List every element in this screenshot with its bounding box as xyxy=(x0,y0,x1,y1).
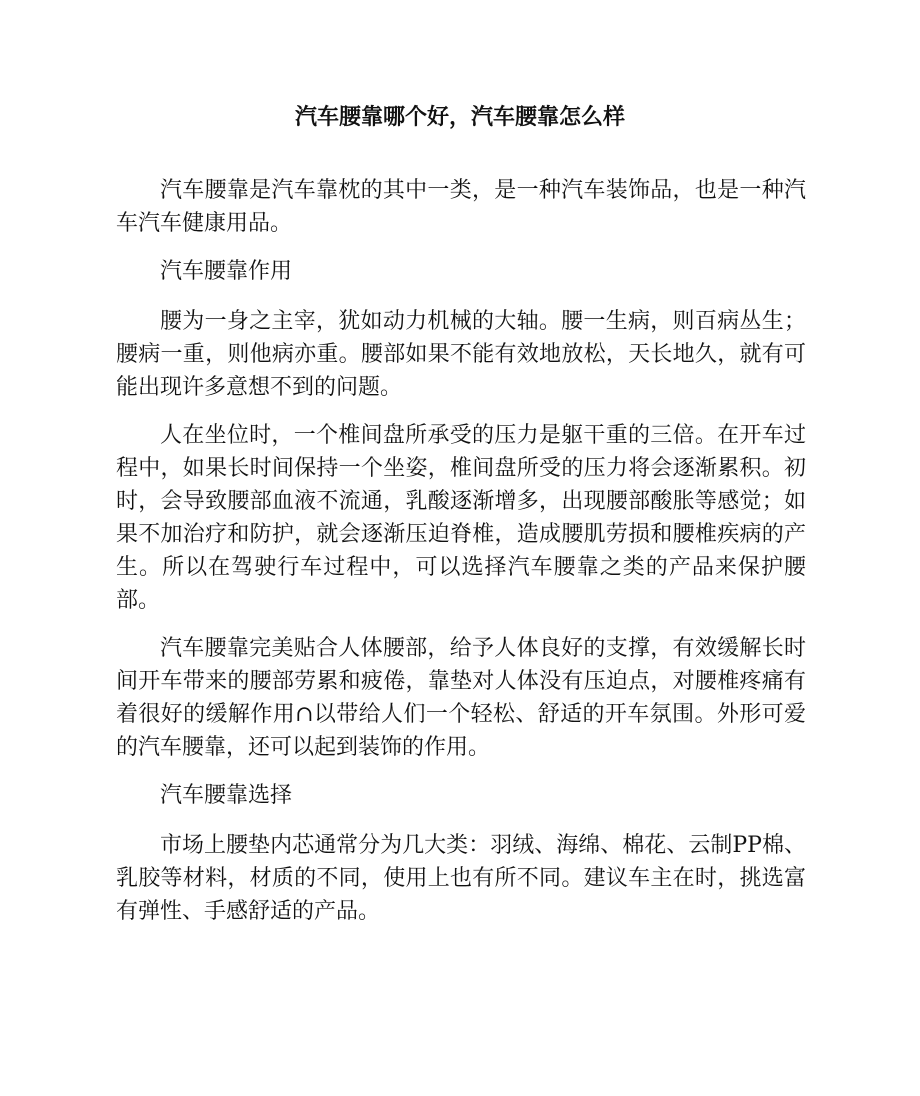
paragraph-intro: 汽车腰靠是汽车靠枕的其中一类，是一种汽车装饰品，也是一种汽车汽车健康用品。 xyxy=(116,178,806,236)
paragraph-spine-pressure: 人在坐位时，一个椎间盘所承受的压力是躯干重的三倍。在开车过程中，如果长时间保持一个坐姿，椎间盘所受的压力将会逐渐累积。初时，会导致腰部血液不流通，乳酸逐渐增多，出现腰部酸胀等感觉；如果不加治疗和防护，就会逐渐压迫脊椎，造成腰肌劳损和腰椎疾病的产生。所以在驾驶行车过程中，可以选择汽车腰靠之类的产品来保护腰部。 xyxy=(116,423,806,613)
section-heading-selection: 汽车腰靠选择 xyxy=(160,783,293,808)
document-body xyxy=(116,174,806,943)
paragraph-waist-importance: 腰为一身之主宰，犹如动力机械的大轴。腰一生病，则百病丛生；腰病一重，则他病亦重。腰部如果不能有效地放松，天长地久，就有可能出现许多意想不到的问题。 xyxy=(116,309,806,400)
paragraph-materials: 市场上腰垫内芯通常分为几大类：羽绒、海绵、棉花、云制PP棉、乳胶等材料，材质的不同，使用上也有所不同。建议车主在时，挑选富有弹性、手感舒适的产品。 xyxy=(116,833,806,924)
paragraph-benefits: 汽车腰靠完美贴合人体腰部，给予人体良好的支撑，有效缓解长时间开车带来的腰部劳累和疲倦，靠垫对人体没有压迫点，对腰椎疼痛有着很好的缓解作用∩以带给人们一个轻松、舒适的开车氛围。外形可爱的汽车腰靠，还可以起到装饰的作用。 xyxy=(116,636,806,760)
document-title: 汽车腰靠哪个好，汽车腰靠怎么样 xyxy=(294,104,625,130)
section-heading-function: 汽车腰靠作用 xyxy=(160,259,293,284)
